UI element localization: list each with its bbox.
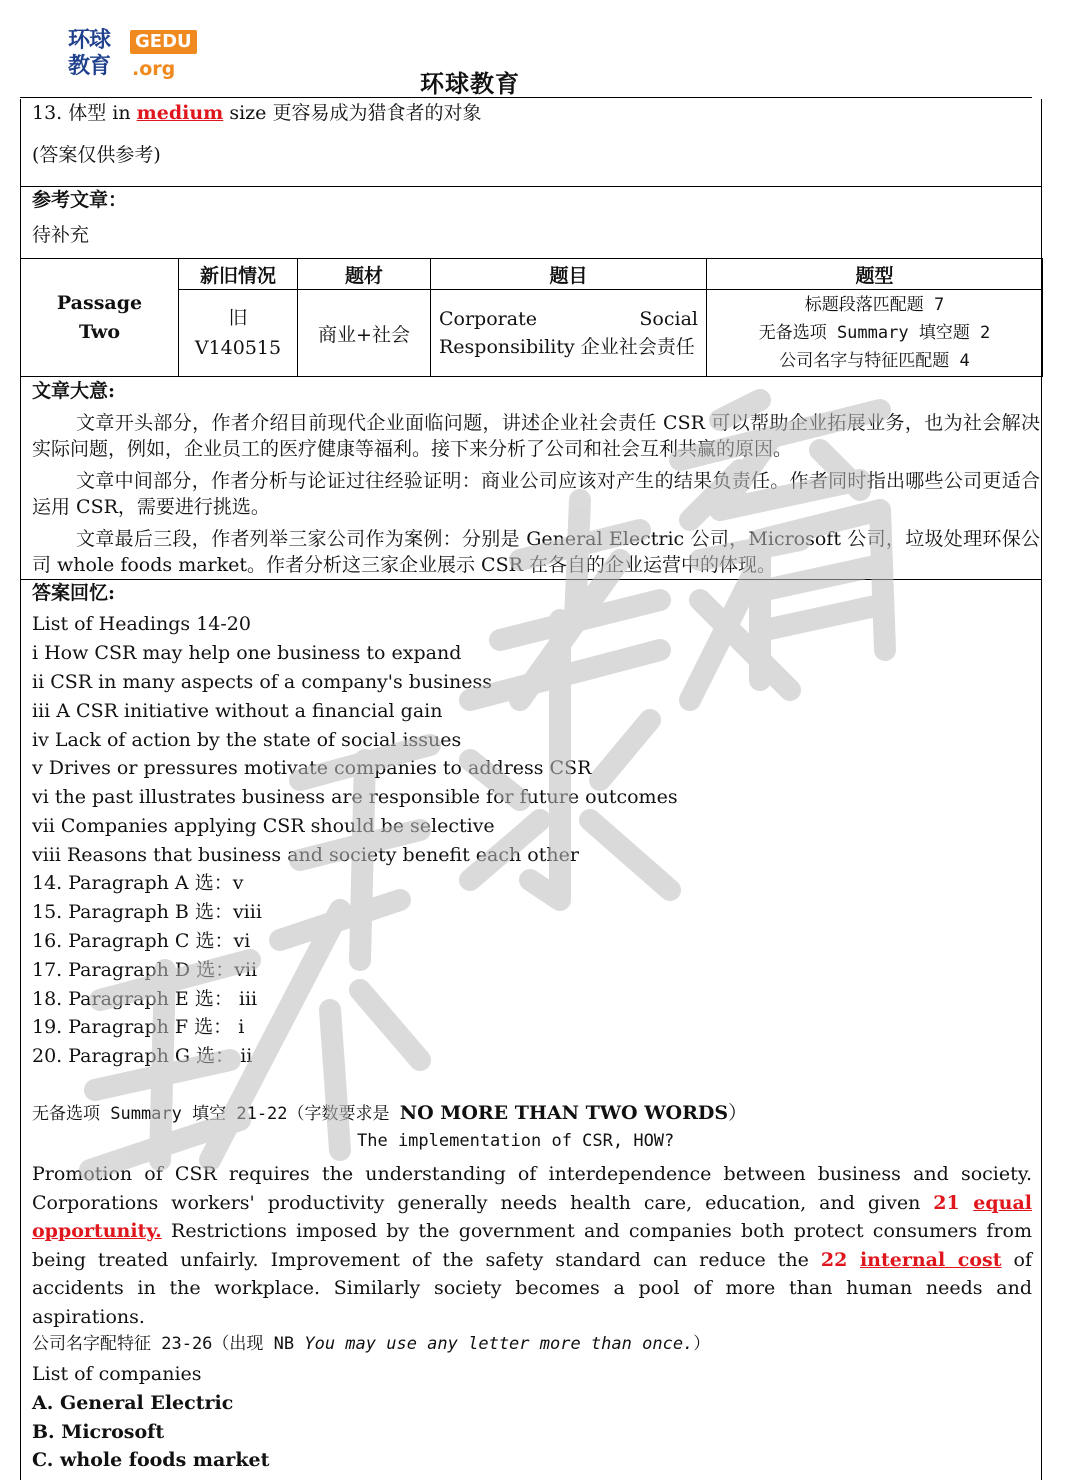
heading-option: i How CSR may help one business to expand <box>32 642 462 664</box>
heading-option: v Drives or pressures motivate companies to address CSR <box>32 757 592 779</box>
topic-cell: Corporate Social Responsibility 企业社会责任 <box>431 290 707 377</box>
reference-content: 待补充 <box>32 224 90 246</box>
gist-heading: 文章大意: <box>32 380 116 402</box>
answer-21: equal opportunity. <box>32 1191 1032 1242</box>
gedu-logo <box>68 28 203 86</box>
paragraph-answer: 17. Paragraph D 选：vii <box>32 959 258 981</box>
gist-paragraph-1: 文章开头部分，作者介绍目前现代企业面临问题，讲述企业社会责任 CSR 可以帮助企业拓展业务，也为社会解决实际问题，例如，企业员工的医疗健康等福利。接下来分析了公司和社会互利共赢的原因。 <box>32 412 1040 460</box>
answer-22: internal cost <box>859 1248 1002 1271</box>
paragraph-answer: 16. Paragraph C 选：vi <box>32 930 251 952</box>
logo-chinese-text: 环球 教育 <box>68 28 111 79</box>
divider <box>20 186 1042 187</box>
question-types-cell: 标题段落匹配题 7 无备选项 Summary 填空题 2 公司名字与特征匹配题 4 <box>707 290 1043 377</box>
passage-label: Passage Two <box>21 259 179 377</box>
header-question-types: 题型 <box>707 259 1043 290</box>
logo-gedu-badge: GEDU <box>130 30 197 54</box>
heading-option: iv Lack of action by the state of social issues <box>32 729 462 751</box>
answers-heading: 答案回忆: <box>32 582 116 604</box>
header-status: 新旧情况 <box>179 259 298 290</box>
company-option: A. General Electric <box>32 1392 234 1414</box>
summary-intro: 无备选项 Summary 填空 21-22（字数要求是 NO MORE THAN TWO WORDS） <box>32 1102 748 1124</box>
heading-option: vii Companies applying CSR should be selective <box>32 815 495 837</box>
header-topic: 题目 <box>431 259 707 290</box>
paragraph-answer: 15. Paragraph B 选：viii <box>32 901 262 923</box>
blank-21-number: 21 <box>933 1191 974 1214</box>
blank-22-number: 22 <box>820 1248 860 1271</box>
divider <box>20 579 1042 580</box>
heading-option: vi the past illustrates business are responsible for future outcomes <box>32 786 678 808</box>
company-option: C. whole foods market <box>32 1449 270 1471</box>
heading-option: iii A CSR initiative without a financial gain <box>32 700 443 722</box>
companies-intro: 公司名字配特征 23-26（出现 NB You may use any letter more than once.） <box>32 1334 711 1354</box>
summary-title: The implementation of CSR, HOW? <box>357 1131 675 1151</box>
summary-body: Promotion of CSR requires the understanding of interdependence between business and society. Corporations workers' productivity generally needs health care, education, and given 21 equal opportunity. Restrictions imposed by the government and companies both protect consumers from being treated unfairly. Improvement of the safety standard can reduce the 22 internal cost of accidents in the workplace. Similarly society becomes a pool of more than human needs and aspirations. <box>32 1163 1032 1328</box>
gist-paragraph-2: 文章中间部分，作者分析与论证过往经验证明：商业公司应该对产生的结果负责任。作者同时指出哪些公司更适合运用 CSR，需要进行挑选。 <box>32 470 1040 518</box>
headings-list-title: List of Headings 14-20 <box>32 613 251 635</box>
answer-13: medium <box>136 102 224 124</box>
company-option: B. Microsoft <box>32 1421 165 1443</box>
answer-note: (答案仅供参考) <box>32 144 161 166</box>
paragraph-answer: 19. Paragraph F 选： i <box>32 1016 245 1038</box>
gist-paragraph-3: 文章最后三段，作者列举三家公司作为案例：分别是 General Electric 公司，Microsoft 公司，垃圾处理环保公司 whole foods market。作者分析这三家企业展示 CSR 在各自的企业运营中的体现。 <box>32 528 1040 576</box>
logo-org-text: .org <box>132 58 176 80</box>
header-subject: 题材 <box>298 259 431 290</box>
paragraph-answer: 20. Paragraph G 选： ii <box>32 1045 253 1067</box>
header-divider <box>20 97 1032 98</box>
passage-info-table <box>20 258 1043 377</box>
heading-option: viii Reasons that business and society benefit each other <box>32 844 579 866</box>
heading-option: ii CSR in many aspects of a company's business <box>32 671 493 693</box>
reference-heading: 参考文章： <box>32 189 128 211</box>
question-13: 13. 体型 in medium size 更容易成为猎食者的对象 <box>32 102 482 124</box>
paragraph-answer: 14. Paragraph A 选：v <box>32 872 244 894</box>
status-cell: 旧 V140515 <box>179 290 298 377</box>
companies-list-title: List of companies <box>32 1363 202 1385</box>
page-header-title: 环球教育 <box>420 70 520 98</box>
subject-cell: 商业+社会 <box>298 290 431 377</box>
paragraph-answer: 18. Paragraph E 选： iii <box>32 988 258 1010</box>
